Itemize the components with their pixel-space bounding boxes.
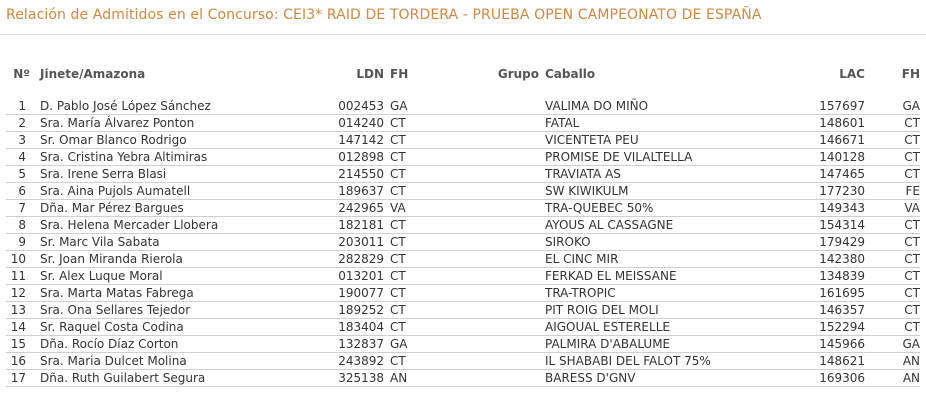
horse-name: PROMISE DE VILALTELLA xyxy=(539,149,769,166)
rider-federation: CT xyxy=(384,268,479,285)
table-row xyxy=(6,353,920,370)
group-cell xyxy=(479,98,539,115)
table-row xyxy=(6,319,920,336)
header-rider: Jinete/Amazona xyxy=(40,67,146,81)
rider-name: Sra. Irene Serra Blasi xyxy=(34,166,324,183)
rider-name: Sr. Raquel Costa Codina xyxy=(34,319,324,336)
rider-name: Sr. Joan Miranda Rierola xyxy=(34,251,324,268)
table-row xyxy=(6,285,920,302)
rider-ldn: 189252 xyxy=(324,302,384,319)
group-cell xyxy=(479,285,539,302)
group-cell xyxy=(479,149,539,166)
horse-lac: 169306 xyxy=(769,370,865,387)
rider-federation: GA xyxy=(384,98,479,115)
horse-federation: GA xyxy=(865,98,920,115)
horse-name: VICENTETA PEU xyxy=(539,132,769,149)
rider-federation: VA xyxy=(384,200,479,217)
horse-lac: 179429 xyxy=(769,234,865,251)
rider-ldn: 282829 xyxy=(324,251,384,268)
horse-name: BARESS D'GNV xyxy=(539,370,769,387)
group-cell xyxy=(479,183,539,200)
table-row xyxy=(6,115,920,132)
horse-name: FERKAD EL MEISSANE xyxy=(539,268,769,285)
group-cell xyxy=(479,370,539,387)
row-number: 16 xyxy=(6,353,34,370)
horse-name: AYOUS AL CASSAGNE xyxy=(539,217,769,234)
horse-lac: 142380 xyxy=(769,251,865,268)
horse-name: SIROKO xyxy=(539,234,769,251)
rider-name: Dña. Mar Pérez Bargues xyxy=(34,200,324,217)
group-cell xyxy=(479,268,539,285)
rider-federation: CT xyxy=(384,183,479,200)
rider-name: Sra. Marta Matas Fabrega xyxy=(34,285,324,302)
header-fh: FH xyxy=(390,67,409,81)
table-row xyxy=(6,98,920,115)
rider-federation: GA xyxy=(384,336,479,353)
rider-name: Sra. Aina Pujols Aumatell xyxy=(34,183,324,200)
rider-name: Sra. Ona Sellares Tejedor xyxy=(34,302,324,319)
table-row xyxy=(6,234,920,251)
header-horse: Caballo xyxy=(545,67,596,81)
horse-lac: 152294 xyxy=(769,319,865,336)
rider-ldn: 013201 xyxy=(324,268,384,285)
rider-name: Sra. María Álvarez Ponton xyxy=(34,115,324,132)
group-cell xyxy=(479,234,539,251)
rider-ldn: 014240 xyxy=(324,115,384,132)
horse-name: TRAVIATA AS xyxy=(539,166,769,183)
group-cell xyxy=(479,353,539,370)
horse-name: FATAL xyxy=(539,115,769,132)
header-ldn: LDN xyxy=(356,67,384,81)
group-cell xyxy=(479,132,539,149)
rider-ldn: 012898 xyxy=(324,149,384,166)
table-row xyxy=(6,370,920,387)
horse-federation: CT xyxy=(865,268,920,285)
horse-lac: 161695 xyxy=(769,285,865,302)
group-cell xyxy=(479,336,539,353)
rider-name: Sr. Alex Luque Moral xyxy=(34,268,324,285)
horse-lac: 145966 xyxy=(769,336,865,353)
horse-lac: 148621 xyxy=(769,353,865,370)
rider-federation: CT xyxy=(384,353,479,370)
horse-federation: VA xyxy=(865,200,920,217)
rider-name: Sr. Marc Vila Sabata xyxy=(34,234,324,251)
table-row xyxy=(6,268,920,285)
table-header xyxy=(6,64,920,84)
rider-name: Sra. Cristina Yebra Altimiras xyxy=(34,149,324,166)
horse-federation: CT xyxy=(865,115,920,132)
row-number: 11 xyxy=(6,268,34,285)
table-row xyxy=(6,132,920,149)
horse-federation: CT xyxy=(865,319,920,336)
header-num: Nº xyxy=(13,67,30,81)
horse-federation: CT xyxy=(865,149,920,166)
horse-lac: 146357 xyxy=(769,302,865,319)
rider-ldn: 147142 xyxy=(324,132,384,149)
group-cell xyxy=(479,166,539,183)
horse-name: AIGOUAL ESTERELLE xyxy=(539,319,769,336)
rider-ldn: 132837 xyxy=(324,336,384,353)
rider-name: D. Pablo José López Sánchez xyxy=(34,98,324,115)
rider-ldn: 190077 xyxy=(324,285,384,302)
horse-name: SW KIWIKULM xyxy=(539,183,769,200)
horse-federation: CT xyxy=(865,285,920,302)
row-number: 2 xyxy=(6,115,34,132)
horse-federation: CT xyxy=(865,217,920,234)
rider-ldn: 325138 xyxy=(324,370,384,387)
row-number: 4 xyxy=(6,149,34,166)
table-row xyxy=(6,217,920,234)
horse-name: PIT ROIG DEL MOLI xyxy=(539,302,769,319)
rider-ldn: 203011 xyxy=(324,234,384,251)
row-number: 9 xyxy=(6,234,34,251)
horse-federation: AN xyxy=(865,353,920,370)
rider-ldn: 182181 xyxy=(324,217,384,234)
rider-ldn: 183404 xyxy=(324,319,384,336)
horse-lac: 149343 xyxy=(769,200,865,217)
table-row xyxy=(6,166,920,183)
table-row xyxy=(6,149,920,166)
rider-federation: CT xyxy=(384,251,479,268)
rider-name: Sra. Helena Mercader Llobera xyxy=(34,217,324,234)
header-fh-horse: FH xyxy=(901,67,920,81)
header-group: Grupo xyxy=(497,67,539,81)
horse-federation: AN xyxy=(865,370,920,387)
row-number: 7 xyxy=(6,200,34,217)
horse-federation: CT xyxy=(865,302,920,319)
group-cell xyxy=(479,302,539,319)
horse-lac: 148601 xyxy=(769,115,865,132)
row-number: 8 xyxy=(6,217,34,234)
horse-lac: 146671 xyxy=(769,132,865,149)
rider-federation: CT xyxy=(384,217,479,234)
rider-federation: CT xyxy=(384,302,479,319)
row-number: 3 xyxy=(6,132,34,149)
table-body xyxy=(6,98,920,387)
rider-federation: CT xyxy=(384,166,479,183)
horse-name: VALIMA DO MIÑO xyxy=(539,98,769,115)
horse-lac: 157697 xyxy=(769,98,865,115)
rider-federation: CT xyxy=(384,285,479,302)
row-number: 15 xyxy=(6,336,34,353)
title-divider xyxy=(0,34,926,35)
rider-federation: CT xyxy=(384,115,479,132)
group-cell xyxy=(479,115,539,132)
group-cell xyxy=(479,200,539,217)
rider-name: Sr. Omar Blanco Rodrigo xyxy=(34,132,324,149)
row-number: 14 xyxy=(6,319,34,336)
horse-federation: CT xyxy=(865,166,920,183)
rider-federation: CT xyxy=(384,149,479,166)
horse-federation: CT xyxy=(865,251,920,268)
rider-federation: CT xyxy=(384,132,479,149)
row-number: 5 xyxy=(6,166,34,183)
horse-name: EL CINC MIR xyxy=(539,251,769,268)
rider-ldn: 002453 xyxy=(324,98,384,115)
horse-lac: 134839 xyxy=(769,268,865,285)
rider-federation: AN xyxy=(384,370,479,387)
horse-federation: GA xyxy=(865,336,920,353)
rider-ldn: 243892 xyxy=(324,353,384,370)
horse-federation: CT xyxy=(865,132,920,149)
horse-lac: 147465 xyxy=(769,166,865,183)
rider-federation: CT xyxy=(384,319,479,336)
rider-ldn: 214550 xyxy=(324,166,384,183)
horse-lac: 154314 xyxy=(769,217,865,234)
row-number: 6 xyxy=(6,183,34,200)
rider-name: Dña. Rocío Díaz Corton xyxy=(34,336,324,353)
admitted-table xyxy=(6,64,920,387)
group-cell xyxy=(479,217,539,234)
horse-lac: 177230 xyxy=(769,183,865,200)
group-cell xyxy=(479,319,539,336)
horse-lac: 140128 xyxy=(769,149,865,166)
table-row xyxy=(6,302,920,319)
rider-ldn: 242965 xyxy=(324,200,384,217)
row-number: 17 xyxy=(6,370,34,387)
horse-name: TRA-TROPIC xyxy=(539,285,769,302)
horse-federation: FE xyxy=(865,183,920,200)
horse-federation: CT xyxy=(865,234,920,251)
table-row xyxy=(6,183,920,200)
rider-name: Sra. Maria Dulcet Molina xyxy=(34,353,324,370)
table-row xyxy=(6,200,920,217)
horse-name: IL SHABABI DEL FALOT 75% xyxy=(539,353,769,370)
page-title: Relación de Admitidos en el Concurso: CEI3* RAID DE TORDERA - PRUEBA OPEN CAMPEONATO DE ESPAÑA xyxy=(6,7,762,23)
row-number: 1 xyxy=(6,98,34,115)
rider-federation: CT xyxy=(384,234,479,251)
horse-name: TRA-QUEBEC 50% xyxy=(539,200,769,217)
row-number: 10 xyxy=(6,251,34,268)
table-row xyxy=(6,251,920,268)
rider-name: Dña. Ruth Guilabert Segura xyxy=(34,370,324,387)
header-lac: LAC xyxy=(839,67,865,81)
group-cell xyxy=(479,251,539,268)
row-number: 13 xyxy=(6,302,34,319)
row-number: 12 xyxy=(6,285,34,302)
table-row xyxy=(6,336,920,353)
rider-ldn: 189637 xyxy=(324,183,384,200)
horse-name: PALMIRA D'ABALUME xyxy=(539,336,769,353)
